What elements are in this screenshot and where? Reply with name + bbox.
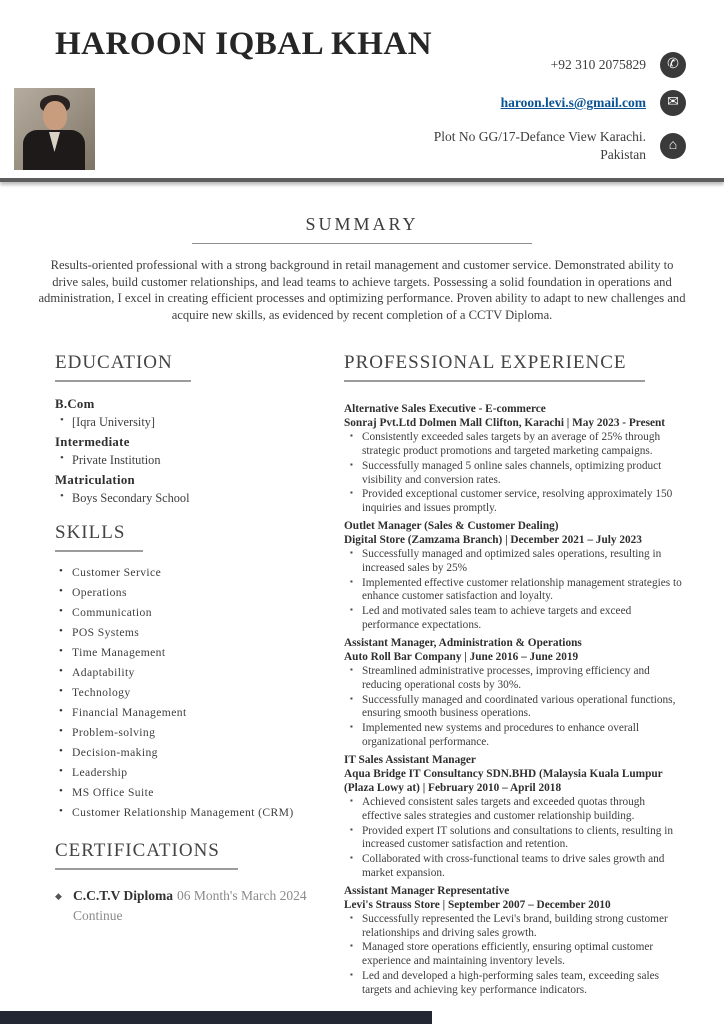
experience-bullet: ▪ Streamlined administrative processes, improving efficiency and reducing operational costs by 30%.	[350, 665, 684, 693]
footer-bar	[0, 1011, 432, 1024]
experience-bullet: ▪ Provided expert IT solutions and consultations to clients, resulting in increased customer satisfaction and retention.	[350, 825, 684, 853]
education-section	[55, 352, 310, 506]
address-row	[434, 128, 686, 164]
skill-item: • Time Management	[55, 646, 310, 660]
job-role: Alternative Sales Executive - E-commerce	[344, 402, 546, 415]
job-role: Assistant Manager, Administration & Operations	[344, 636, 582, 649]
experience-title: PROFESSIONAL EXPERIENCE	[344, 352, 645, 382]
education-item	[55, 435, 310, 468]
address-line-2: Pakistan	[600, 147, 646, 163]
home-icon	[660, 133, 686, 159]
experience-bullet: ▪ Managed store operations efficiently, ensuring optimal customer experience and maintaining inventory levels.	[350, 941, 684, 969]
experience-bullet: ▪ Provided exceptional customer service, resolving approximately 150 inquiries and issues promptly.	[350, 488, 684, 516]
job-role: Assistant Manager Representative	[344, 884, 510, 897]
job-company: Sonraj Pvt.Ltd Dolmen Mall Clifton, Karachi | May 2023 - Present	[344, 417, 666, 430]
job-role: Outlet Manager (Sales & Customer Dealing)	[344, 519, 559, 532]
address-text	[434, 128, 646, 164]
education-item	[55, 397, 310, 430]
certification-detail: 06 Month's March 2024 Continue	[73, 888, 307, 924]
job-entry	[344, 884, 684, 998]
job-company: Levi's Strauss Store | September 2007 – December 2010	[344, 898, 611, 911]
education-degree: B.Com	[55, 396, 95, 411]
job-entry	[344, 402, 684, 516]
job-company: Auto Roll Bar Company | June 2016 – June 2019	[344, 650, 579, 663]
address-line-1: Plot No GG/17-Defance View Karachi.	[433, 129, 646, 144]
job-role: IT Sales Assistant Manager	[344, 753, 476, 766]
header	[0, 0, 724, 182]
summary-title: SUMMARY	[305, 214, 419, 234]
skill-item: • Customer Relationship Management (CRM)	[55, 806, 310, 820]
job-bullet-list	[344, 548, 684, 633]
job-bullet-list	[344, 913, 684, 998]
skill-item: • Leadership	[55, 766, 310, 780]
job-bullet-list	[344, 796, 684, 881]
summary-text: Results-oriented professional with a strong background in retail management and customer service. Demonstrated ability to drive sales, build customer relationships, and lead teams to achieve targets. Possessing a solid foundation in operations and administration, I excel in creating efficient processes and optimizing performance. Proven ability to adapt to new challenges and acquire new skills, as evidenced by recent completion of a CCTV Diploma.	[38, 258, 686, 323]
certifications-title: CERTIFICATIONS	[55, 840, 238, 870]
education-institution: • Private Institution	[55, 453, 310, 468]
education-institution: • [Iqra University]	[55, 415, 310, 430]
experience-bullet: ▪ Led and developed a high-performing sales team, exceeding sales targets and achieving key performance indicators.	[350, 970, 684, 998]
skill-item: • Adaptability	[55, 666, 310, 680]
job-company: Aqua Bridge IT Consultancy SDN.BHD (Malaysia Kuala Lumpur (Plaza Lowy at) | February 2010 – April 2018	[344, 767, 663, 794]
experience-jobs	[344, 402, 684, 998]
phone-row	[551, 52, 686, 78]
summary-section	[0, 182, 724, 324]
experience-bullet: ▪ Led and motivated sales team to achieve targets and exceed performance expectations.	[350, 605, 684, 633]
skills-section	[55, 522, 310, 820]
experience-bullet: ▪ Collaborated with cross-functional teams to drive sales growth and market expansion.	[350, 853, 684, 881]
contact-block	[434, 52, 686, 164]
experience-bullet: ▪ Consistently exceeded sales targets by an average of 25% through strategic product promotions and targeted marketing campaigns.	[350, 431, 684, 459]
education-item	[55, 473, 310, 506]
phone-icon	[660, 52, 686, 78]
email-icon	[660, 90, 686, 116]
phone-number: +92 310 2075829	[550, 57, 646, 72]
skill-item: • Problem-solving	[55, 726, 310, 740]
photo-face-shape	[43, 101, 67, 130]
summary-underline	[192, 243, 532, 244]
job-entry	[344, 636, 684, 750]
skill-item: • Communication	[55, 606, 310, 620]
certification-item	[55, 886, 310, 927]
skills-title: SKILLS	[55, 522, 143, 552]
education-title: EDUCATION	[55, 352, 191, 382]
skills-list	[55, 566, 310, 820]
skill-item: • Operations	[55, 586, 310, 600]
education-degree: Matriculation	[55, 472, 135, 487]
skill-item: • MS Office Suite	[55, 786, 310, 800]
body-columns	[0, 324, 724, 1001]
experience-bullet: ▪ Successfully managed and optimized sales operations, resulting in increased sales by 25%	[350, 548, 684, 576]
email-link[interactable]: haroon.levi.s@gmail.com	[500, 95, 646, 110]
right-column	[344, 352, 684, 1001]
job-entry	[344, 519, 684, 633]
skill-item: • Decision-making	[55, 746, 310, 760]
education-degree: Intermediate	[55, 434, 130, 449]
certification-name: C.C.T.V Diploma	[73, 888, 174, 904]
profile-photo	[14, 88, 95, 170]
experience-bullet: ▪ Implemented new systems and procedures to enhance overall organizational performance.	[350, 722, 684, 750]
email-row	[501, 90, 686, 116]
skill-item: • Technology	[55, 686, 310, 700]
skill-item: • Customer Service	[55, 566, 310, 580]
skill-item: • Financial Management	[55, 706, 310, 720]
job-bullet-list	[344, 665, 684, 750]
job-company: Digital Store (Zamzama Branch) | December 2021 – July 2023	[344, 533, 642, 546]
experience-bullet: ▪ Achieved consistent sales targets and exceeded quotas through effective sales strategies and customer relationship building.	[350, 796, 684, 824]
experience-bullet: ▪ Implemented effective customer relationship management strategies to enhance customer satisfaction and loyalty.	[350, 577, 684, 605]
experience-bullet: ▪ Successfully represented the Levi's brand, building strong customer relationships and driving sales growth.	[350, 913, 684, 941]
education-institution: • Boys Secondary School	[55, 491, 310, 506]
left-column	[55, 352, 310, 1001]
skill-item: • POS Systems	[55, 626, 310, 640]
certifications-section	[55, 840, 310, 927]
phone-glyph: ✆	[667, 57, 679, 72]
job-bullet-list	[344, 431, 684, 516]
experience-bullet: ▪ Successfully managed 5 online sales channels, optimizing product visibility and conversion rates.	[350, 460, 684, 488]
experience-bullet: ▪ Successfully managed and coordinated various operational functions, ensuring smooth business operations.	[350, 694, 684, 722]
home-glyph: ⌂	[668, 138, 678, 154]
candidate-name: HAROON IQBAL KHAN	[55, 26, 433, 62]
job-entry	[344, 753, 684, 881]
email-glyph: ✉	[667, 95, 679, 110]
